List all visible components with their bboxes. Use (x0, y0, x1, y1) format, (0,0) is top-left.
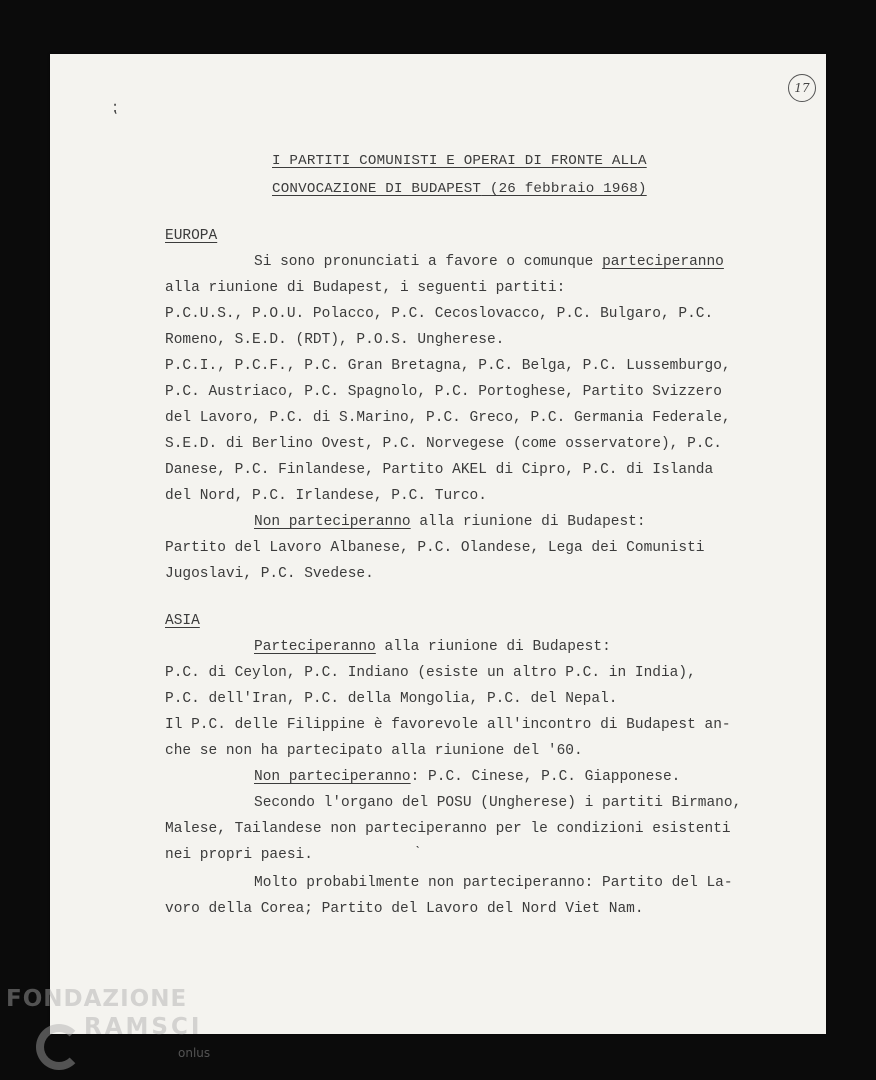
pencil-mark: ⁏ (112, 99, 118, 117)
asia-line-1: P.C. dell'Iran, P.C. della Mongolia, P.C. del Nepal. (165, 691, 618, 707)
watermark-g-icon (36, 1024, 82, 1070)
asia-molto-last: voro della Corea; Partito del Lavoro del Nord Viet Nam. (165, 901, 644, 917)
watermark-line-1: FONDAZIONE (6, 986, 188, 1012)
title-line-2 (272, 176, 872, 202)
europa-non-line-1: Jugoslavi, P.C. Svedese. (165, 566, 374, 582)
asia-line-2: Il P.C. delle Filippine è favorevole all'incontro di Budapest an- (165, 717, 731, 733)
asia-parteciperanno: Parteciperanno alla riunione di Budapest: (254, 639, 611, 655)
asia-non-parteciperanno: Non parteciperanno: P.C. Cinese, P.C. Giapponese. (254, 769, 681, 785)
watermark-line-2: RAMSCI (84, 1014, 203, 1040)
europa-line-8: del Nord, P.C. Irlandese, P.C. Turco. (165, 488, 487, 504)
asia-molto-first: Molto probabilmente non parteciperanno: Partito del La- (254, 875, 733, 891)
title-line-1: I PARTITI COMUNISTI E OPERAI DI FRONTE ALLA (272, 153, 647, 169)
europa-non-parteciperanno: Non parteciperanno alla riunione di Budapest: (254, 514, 646, 530)
asia-secondo-line-1: nei propri paesi. (165, 847, 313, 863)
europa-line-4: P.C. Austriaco, P.C. Spagnolo, P.C. Portoghese, Partito Svizzero (165, 384, 722, 400)
europa-intro: Si sono pronunciati a favore o comunque parteciperanno (254, 254, 724, 270)
europa-line-5: del Lavoro, P.C. di S.Marino, P.C. Greco, P.C. Germania Federale, (165, 410, 731, 426)
europa-line-1: P.C.U.S., P.O.U. Polacco, P.C. Cecoslovacco, P.C. Bulgaro, P.C. (165, 306, 714, 322)
asia-line-3: che se non ha partecipato alla riunione del '60. (165, 743, 583, 759)
watermark-onlus: onlus (178, 1046, 211, 1060)
asia-secondo-first: Secondo l'organo del POSU (Ungherese) i partiti Birmano, (254, 795, 742, 811)
europa-line-0: alla riunione di Budapest, i seguenti partiti: (165, 280, 566, 296)
asia-line-0: P.C. di Ceylon, P.C. Indiano (esiste un altro P.C. in India), (165, 665, 696, 681)
europa-line-6: S.E.D. di Berlino Ovest, P.C. Norvegese (come osservatore), P.C. (165, 436, 722, 452)
asia-heading: ASIA (165, 613, 200, 629)
page-number-stamp: 17 (788, 74, 816, 102)
fondazione-gramsci-watermark (6, 986, 226, 1078)
pencil-tick: ˋ (414, 845, 423, 861)
europa-line-3: P.C.I., P.C.F., P.C. Gran Bretagna, P.C. Belga, P.C. Lussemburgo, (165, 358, 731, 374)
europa-line-2: Romeno, S.E.D. (RDT), P.O.S. Ungherese. (165, 332, 505, 348)
europa-heading: EUROPA (165, 228, 218, 244)
europa-line-7: Danese, P.C. Finlandese, Partito AKEL di Cipro, P.C. di Islanda (165, 462, 714, 478)
asia-secondo-line-0: Malese, Tailandese non parteciperanno per le condizioni esistenti (165, 821, 731, 837)
title-convocazione: CONVOCAZIONE DI BUDAPEST (272, 181, 482, 197)
europa-non-line-0: Partito del Lavoro Albanese, P.C. Olandese, Lega dei Comunisti (165, 540, 705, 556)
title-date: (26 febbraio 1968) (481, 181, 647, 197)
